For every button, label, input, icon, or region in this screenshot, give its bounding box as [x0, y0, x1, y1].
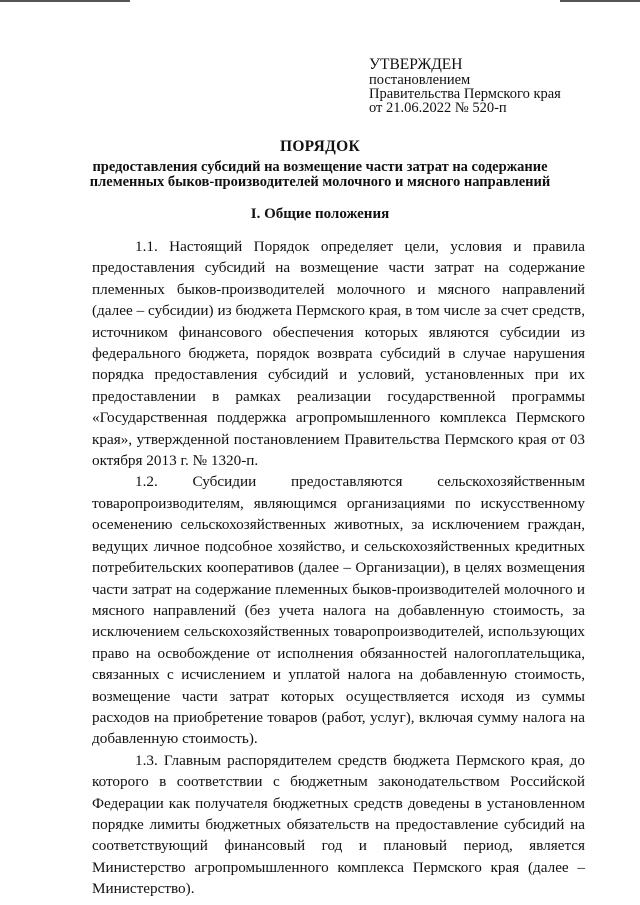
paragraph-1-2: 1.2. Субсидии предоставляются сельскохозяйственным товаропроизводителям, являющимся организациями по искусственному осеменению сельскохозяйственных животных, за исключением граждан, ведущих личное подсобное хозяйство, и сельскохозяйственных кредитных потребительских кооперативов (далее – Организации), в целях возмещения части затрат на содержание племенных быков-производителей молочного и мясного направлений (без учета налога на добавленную стоимость, за исключением сельскохозяйственных товаропроизводителей, использующих право на освобождение от исполнения обязанностей налогоплательщика, связанных с исчислением и уплатой налога на добавленную стоимость, возмещение части затрат которых осуществляется исходя из суммы расходов на приобретение товаров (работ, услуг), включая сумму налога на добавленную стоимость).: [92, 473, 585, 748]
approval-block: [369, 57, 619, 115]
document-body: [92, 236, 585, 900]
document-title: ПОРЯДОК: [279, 138, 361, 155]
approval-heading: УТВЕРЖДЕН: [369, 56, 463, 73]
approval-line-1: постановлением: [369, 72, 471, 88]
paragraph-1-3: 1.3. Главным распорядителем средств бюджета Пермского края, до которого в соответствии с бюджетным законодательством Российской Федерации как получателя бюджетных средств доведены в установленном порядке лимиты бюджетных обязательств на предоставление субсидий на соответствующий финансовый год и плановый период, является Министерство агропромышленного комплекса Пермского края (далее – Министерство).: [92, 751, 585, 898]
paragraph-1-1: 1.1. Настоящий Порядок определяет цели, условия и правила предоставления субсидий на возмещение части затрат на содержание племенных быков-производителей молочного и мясного направлений (далее – субсидии) из бюджета Пермского края, в том числе за счет средств, источником финансового обеспечения которых являются субсидии из федерального бюджета, порядок возврата субсидий в случае нарушения порядка предоставления субсидий и условий, установленных при их предоставлении в рамках реализации государственной программы «Государственная поддержка агропромышленного комплекса Пермского края», утвержденной постановлением Правительства Пермского края от 03 октября 2013 г. № 1320-п.: [92, 238, 585, 470]
approval-line-3: от 21.06.2022 № 520-п: [369, 100, 507, 116]
scan-edge-right: [560, 0, 640, 2]
scan-edge-left: [0, 0, 130, 2]
document-subtitle: предоставления субсидий на возмещение части затрат на содержание племенных быков-производителей молочного и мясного направлений: [89, 159, 551, 190]
approval-line-2: Правительства Пермского края: [369, 86, 561, 102]
section-heading: I. Общие положения: [250, 206, 390, 222]
